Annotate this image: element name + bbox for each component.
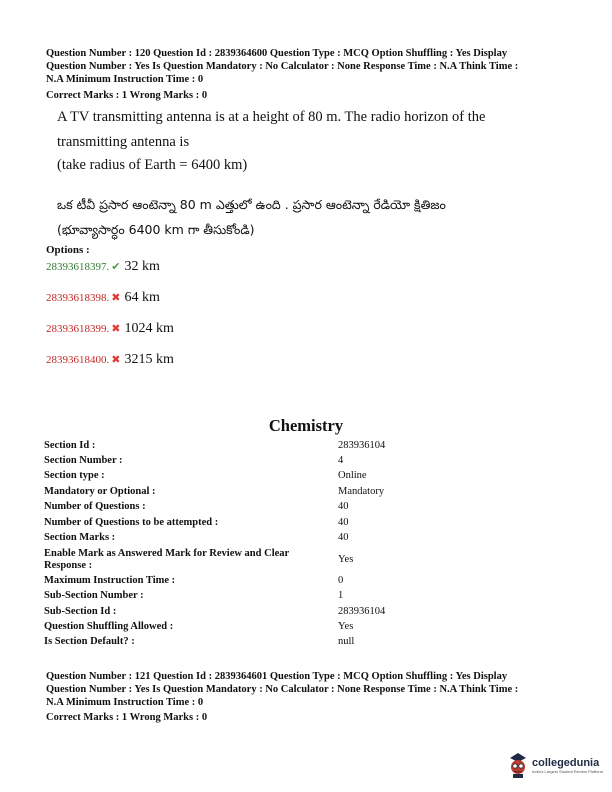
options-label: Options : (46, 244, 90, 256)
question-121-meta-line: Question Number : Yes Is Question Mandatory : No Calculator : None Response Time : N.A Think Time : (46, 684, 519, 695)
info-value: 283936104 (338, 606, 386, 617)
question-120-meta-line: Question Number : 120 Question Id : 2839364600 Question Type : MCQ Option Shuffling : Yes Display (46, 48, 508, 59)
question-121-meta-line: N.A Minimum Instruction Time : 0 (46, 697, 204, 708)
info-value: Mandatory (338, 486, 385, 497)
info-label: Number of Questions : (44, 501, 146, 512)
question-text-line: transmitting antenna is (57, 134, 190, 150)
telugu-text-line: ఒక టీవీ ప్రసార ఆంటెన్నా 80 m ఎత్తులో ఉంది . ప్రసార ఆంటెన్నా రేడియో క్షితిజం (57, 197, 446, 212)
info-value: null (338, 636, 355, 647)
info-value: 1 (338, 590, 344, 601)
cross-icon: ✖ (111, 291, 121, 304)
info-label: Mandatory or Optional : (44, 486, 156, 497)
question-121-meta-line: Question Number : 121 Question Id : 2839364601 Question Type : MCQ Option Shuffling : Yes Display (46, 671, 508, 682)
info-label: Section type : (44, 470, 105, 481)
info-value: Online (338, 470, 367, 481)
mascot-icon (507, 752, 529, 778)
question-120-marks: Correct Marks : 1 Wrong Marks : 0 (46, 90, 208, 101)
section-info-row (44, 455, 444, 467)
collegedunia-logo (507, 752, 603, 778)
info-label: Maximum Instruction Time : (44, 575, 176, 586)
section-title: Chemistry (268, 416, 344, 435)
section-info-row (44, 548, 444, 572)
question-text-line: (take radius of Earth = 6400 km) (57, 157, 248, 173)
section-info-row (44, 575, 444, 587)
info-label: Is Section Default? : (44, 636, 135, 647)
info-label: Sub-Section Number : (44, 590, 144, 601)
option-3[interactable] (46, 321, 174, 337)
option-4[interactable] (46, 352, 174, 368)
option-value: 1024 km (124, 321, 174, 336)
option-id: 28393618398. (46, 292, 110, 304)
logo-tagline: India's Largest Student Review Platform (532, 768, 604, 774)
info-label: Enable Mark as Answered Mark for Review and Clear Response : (44, 548, 289, 571)
question-120-meta-line: Question Number : Yes Is Question Mandatory : No Calculator : None Response Time : N.A Think Time : (46, 61, 519, 72)
option-value: 32 km (124, 259, 160, 274)
section-info-row (44, 470, 444, 482)
section-info-row (44, 621, 444, 633)
section-info-row (44, 606, 444, 618)
info-value: 40 (338, 532, 349, 543)
option-value: 64 km (124, 290, 160, 305)
logo-name: collegedunia (532, 756, 600, 769)
info-label: Section Marks : (44, 532, 116, 543)
question-120-meta-line: N.A Minimum Instruction Time : 0 (46, 74, 204, 85)
section-info-row (44, 517, 444, 529)
question-text-line: A TV transmitting antenna is at a height of 80 m. The radio horizon of the (57, 109, 486, 125)
section-info-row (44, 532, 444, 544)
info-value: 4 (338, 455, 344, 466)
info-value: Yes (338, 621, 354, 632)
info-value: 283936104 (338, 440, 386, 451)
telugu-text-line: (భూవ్యాసార్ధం 6400 km గా తీసుకోండి) (57, 222, 255, 237)
info-label: Question Shuffling Allowed : (44, 621, 174, 632)
section-info-row (44, 501, 444, 513)
info-value: 40 (338, 501, 349, 512)
info-label: Sub-Section Id : (44, 606, 117, 617)
info-label: Number of Questions to be attempted : (44, 517, 219, 528)
section-info-row (44, 590, 444, 602)
info-value: Yes (338, 554, 354, 565)
info-label: Section Number : (44, 455, 123, 466)
info-label: Section Id : (44, 440, 96, 451)
section-info-row (44, 440, 444, 452)
option-id: 28393618399. (46, 323, 110, 335)
option-id: 28393618400. (46, 354, 110, 366)
cross-icon: ✖ (111, 353, 121, 366)
cross-icon: ✖ (111, 322, 121, 335)
info-value: 40 (338, 517, 349, 528)
option-id: 28393618397. (46, 261, 110, 273)
option-2[interactable] (46, 290, 160, 306)
question-121-marks: Correct Marks : 1 Wrong Marks : 0 (46, 712, 208, 723)
section-info-row (44, 486, 444, 498)
section-info-row (44, 636, 444, 648)
check-icon: ✔ (111, 260, 121, 273)
option-value: 3215 km (124, 352, 174, 367)
option-1[interactable] (46, 259, 160, 275)
info-value: 0 (338, 575, 344, 586)
